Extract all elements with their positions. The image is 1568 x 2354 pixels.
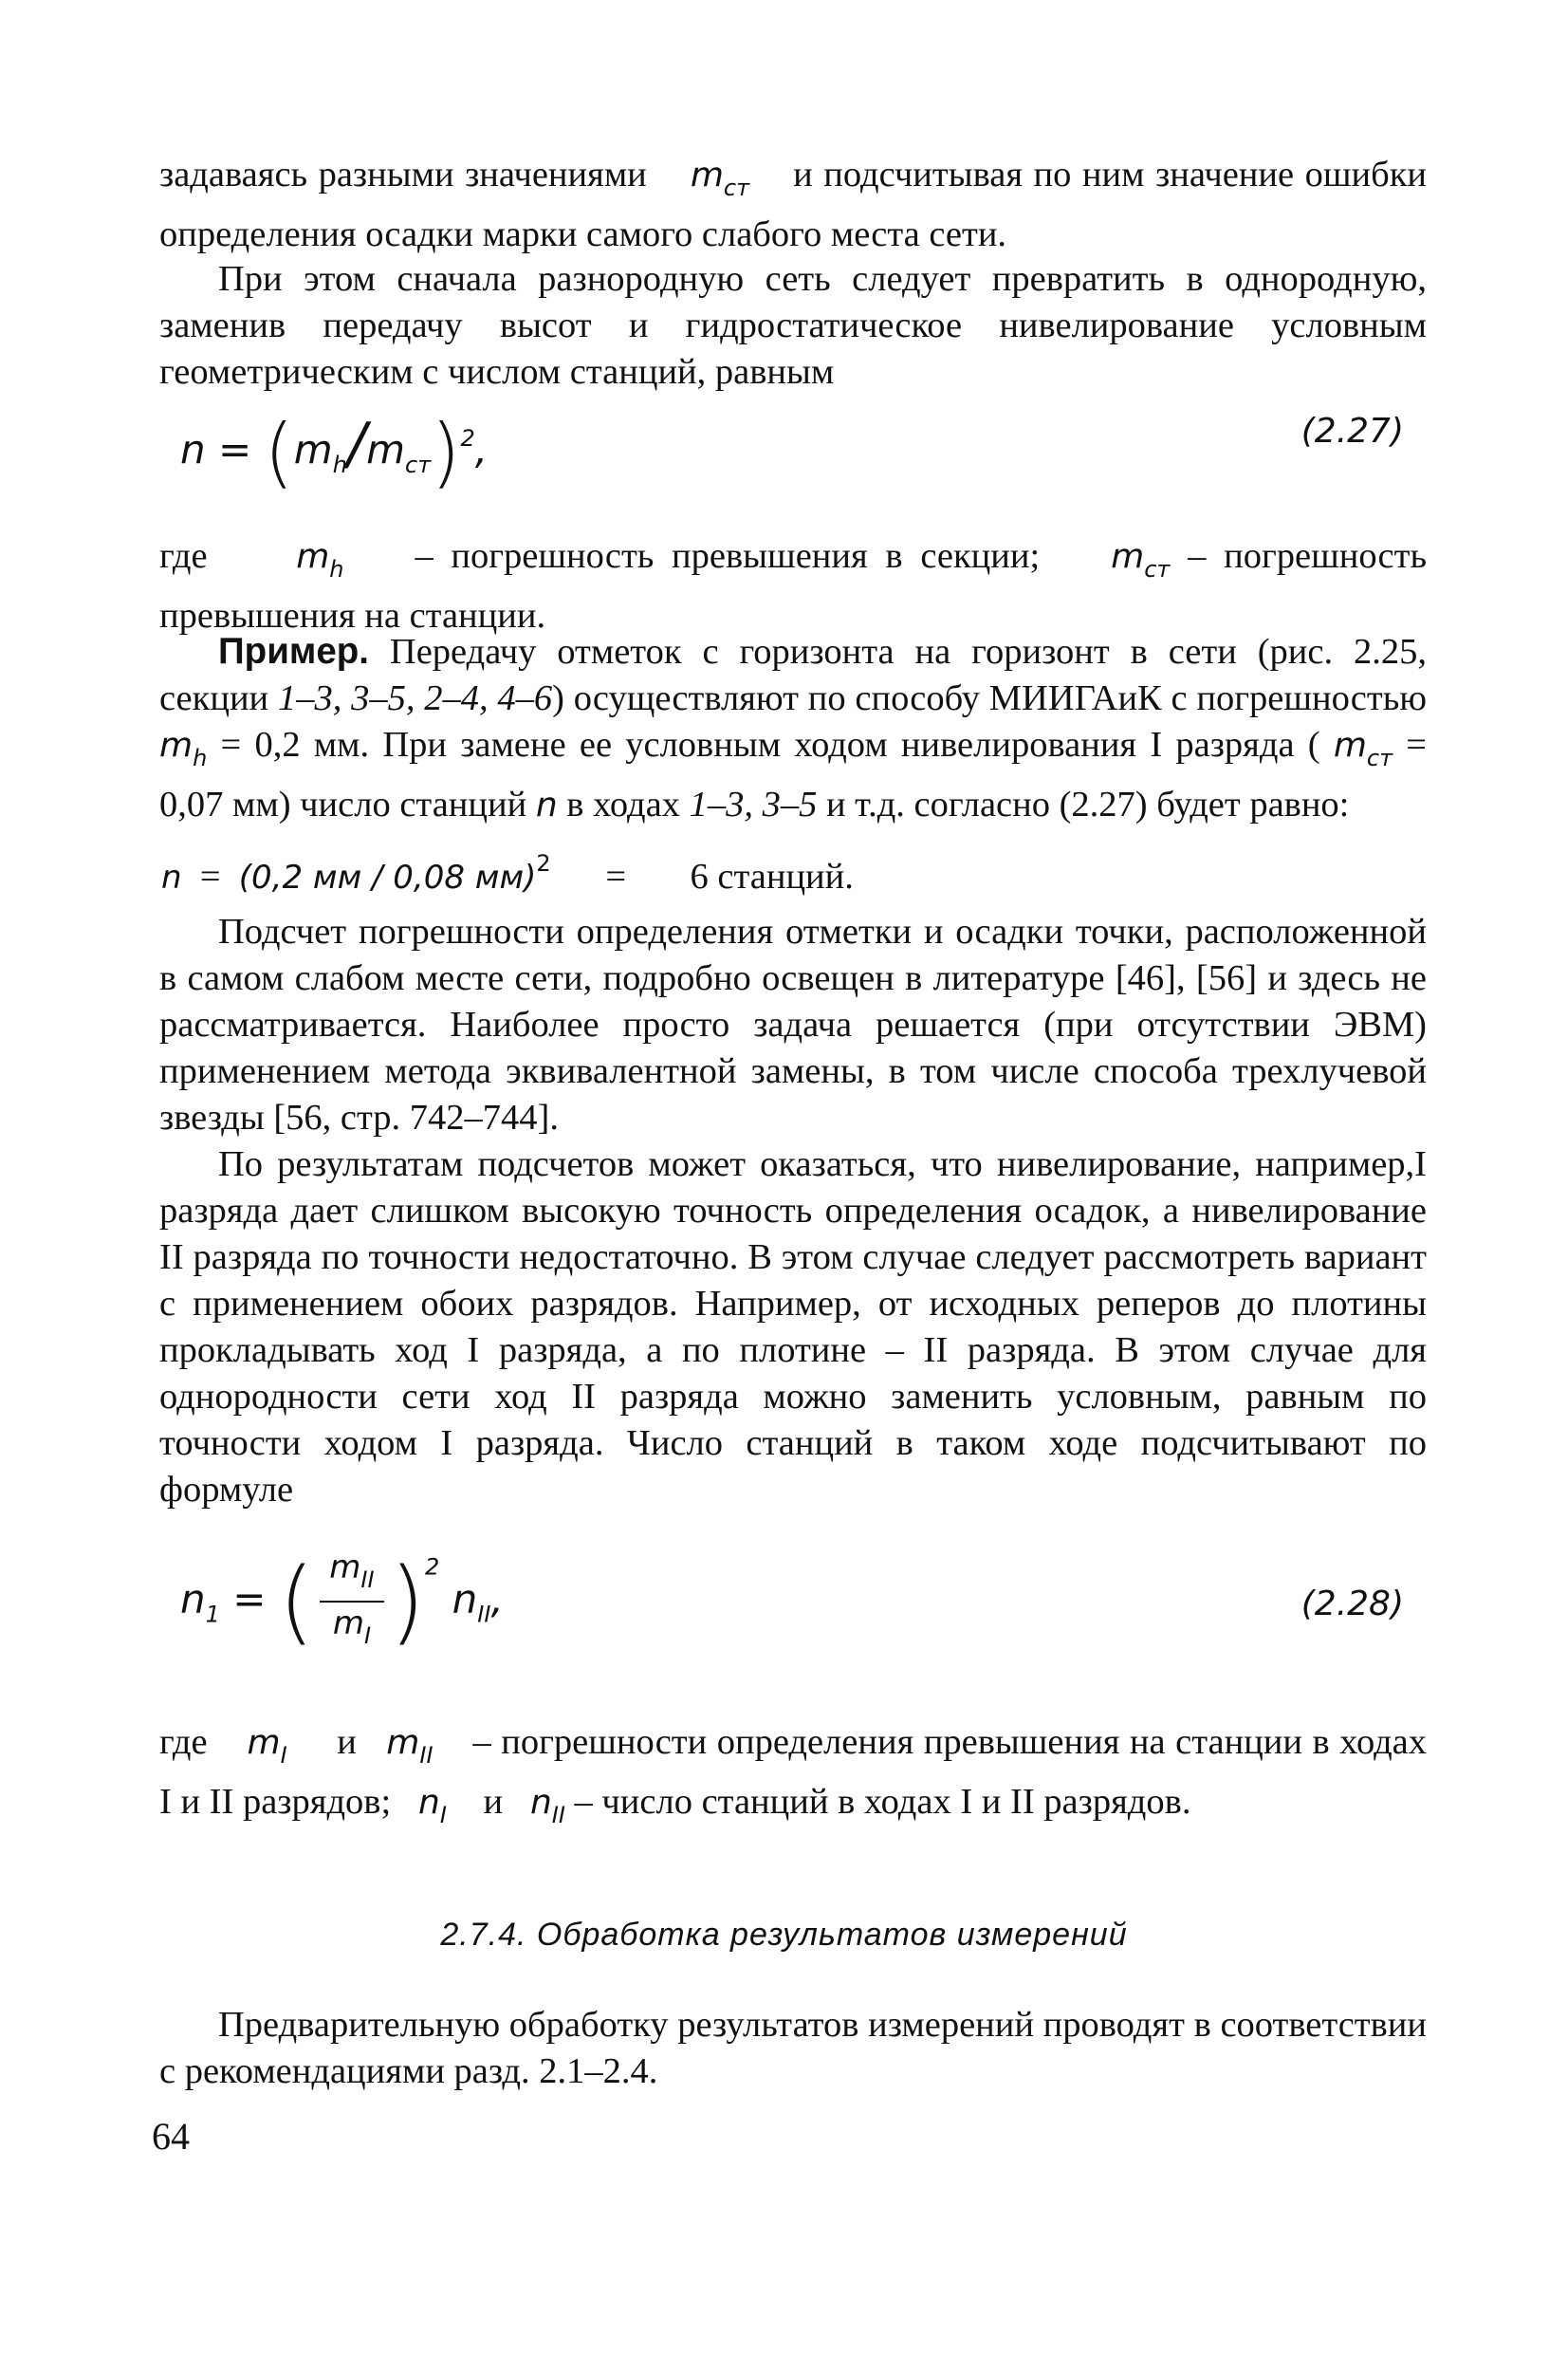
- moves-list: 1–3, 3–5: [689, 785, 818, 825]
- subscript-h: h: [332, 452, 347, 478]
- symbol-m: m: [366, 426, 406, 473]
- text: где: [159, 536, 208, 576]
- comma: ,: [490, 1575, 504, 1622]
- symbol-n: n: [180, 426, 206, 473]
- fraction: [320, 1547, 383, 1657]
- subscript-st: ст: [1366, 745, 1393, 771]
- subscript: I: [439, 1802, 447, 1828]
- text: в ходах: [566, 785, 680, 825]
- symbol-n: n: [161, 859, 182, 897]
- exponent: 2: [460, 425, 475, 452]
- example-calculation: [161, 850, 854, 898]
- formula-2-27: [180, 399, 1404, 512]
- subscript-h: h: [329, 556, 344, 583]
- symbol-n: n: [529, 1783, 552, 1822]
- calc-result: 6 станций.: [690, 857, 854, 897]
- example-label: Пример.: [218, 631, 369, 672]
- left-paren: (: [278, 1548, 315, 1655]
- symbol-subscript: ст: [723, 175, 750, 201]
- paragraph-weakest-point: Подсчет погрешности определения отметки и осадки точки, расположенной в самом слабом месте сети, подробно освещен в литературе [46], [56] и здесь не рассматривается. Наиболее просто задача решается (при отсутствии ЭВМ) применением метода эквивалентной замены, в том числе способа трехлучевой звезды [56, стр. 742–744].: [159, 912, 1427, 1138]
- symbol-m: m: [329, 1548, 361, 1586]
- symbol-m: m: [332, 1604, 364, 1642]
- subscript: II: [477, 1601, 491, 1628]
- symbol-m: m: [690, 156, 724, 195]
- sections-list: 1–3, 3–5, 2–4, 4–6: [277, 678, 553, 718]
- subscript: I: [280, 1742, 287, 1769]
- text: где: [159, 1722, 208, 1762]
- subscript-st: ст: [405, 452, 432, 478]
- subscript-st: ст: [1144, 556, 1171, 583]
- paragraph-results: По результатам подсчетов может оказаться, что нивелирование, например,I разряда дает слишком высокую точность определения осадок, а нивелирование II разряда по точности недостаточно. В этом случае следует рассмотреть вариант с применением обоих разрядов. Например, от исходных реперов до плотины прокладывать ход I разряда, а по плотине – II разряда. В этом случае для однородности сети ход II разряда можно заменить условным, равным по точности ходом I разряда. Число станций в таком ходе подсчитывают по формуле: [159, 1144, 1427, 1510]
- symbol-m: m: [1111, 537, 1145, 576]
- equation-number: (2.28): [1301, 1585, 1404, 1623]
- paragraph-processing: Предварительную обработку результатов измерений проводят в соответствии с рекомендациями разд. 2.1–2.4.: [159, 2005, 1427, 2091]
- symbol-n: n: [418, 1783, 440, 1822]
- subscript-h: h: [193, 745, 208, 771]
- section-heading: 2.7.4. Обработка результатов измерений: [440, 1917, 1128, 1953]
- paragraph-where-1: [159, 533, 1427, 639]
- calc-expression: (0,2 мм / 0,08 мм): [238, 859, 537, 897]
- symbol-m: m: [159, 726, 194, 765]
- symbol-n: n: [452, 1575, 478, 1622]
- text: и: [337, 1722, 357, 1762]
- text: – погрешность превышения в секции;: [415, 536, 1041, 576]
- formula-expression: [180, 408, 488, 496]
- text: и: [483, 1782, 504, 1822]
- symbol-m: m: [296, 537, 330, 576]
- subscript: II: [551, 1802, 565, 1828]
- subscript: II: [360, 1566, 375, 1593]
- right-paren: ): [389, 1548, 426, 1655]
- slash: /: [346, 411, 367, 477]
- equals-sign: =: [217, 426, 252, 473]
- symbol-n: n: [535, 786, 558, 825]
- text: – число станций в ходах I и II разрядов.: [574, 1782, 1191, 1822]
- text: задаваясь разными значениями: [159, 155, 647, 195]
- equation-number: (2.27): [1301, 412, 1404, 451]
- left-paren: (: [264, 408, 294, 496]
- subscript: II: [419, 1742, 434, 1769]
- text: Передачу отметок с горизонта на горизонт в сети (рис. 2.25, секции: [159, 632, 1428, 718]
- formula-expression: [180, 1547, 504, 1657]
- paragraph-where-2: [159, 1719, 1427, 1839]
- right-paren: ): [431, 408, 461, 496]
- paragraph-network: При этом сначала разнородную сеть следует превратить в однородную, заменив передачу высот и гидростатическое нивелирование условным геометрическим с числом станций, равным: [159, 259, 1427, 392]
- equals-sign: =: [199, 857, 221, 897]
- formula-2-28: [180, 1547, 1404, 1689]
- symbol-n: n: [180, 1575, 206, 1622]
- symbol-m: m: [293, 426, 333, 473]
- text: и подсчитывая по ним значение ошибки определения осадки марки самого слабого места сети.: [159, 155, 1428, 254]
- equals-sign: =: [605, 857, 627, 897]
- denominator: [320, 1603, 383, 1657]
- text: и т.д. согласно (2.27) будет равно:: [825, 785, 1350, 825]
- symbol-m: m: [386, 1723, 420, 1762]
- exponent: 2: [425, 1553, 440, 1581]
- text: – погрешность превышения на станции.: [159, 536, 1428, 636]
- subscript: 1: [205, 1601, 220, 1628]
- exponent: 2: [536, 850, 551, 877]
- numerator: [320, 1547, 383, 1603]
- equals-sign: =: [232, 1575, 267, 1622]
- page-number: 64: [152, 2115, 190, 2158]
- text: = 0,2 мм. При замене ее условным ходом нивелирования I разряда (: [220, 725, 1320, 765]
- symbol-m: m: [1333, 726, 1367, 765]
- symbol-m: m: [247, 1723, 281, 1762]
- paragraph-intro: [159, 152, 1427, 258]
- text: осуществляют по способу МИИГАиК с погрешностью: [573, 678, 1428, 718]
- comma: ,: [474, 426, 489, 473]
- subscript: I: [363, 1622, 372, 1649]
- text: = 0,07 мм) число станций: [159, 725, 1428, 825]
- text: – погрешности определения превышения на станции в ходах I и II разрядов;: [159, 1722, 1428, 1822]
- paragraph-example: Пример. Передачу отметок с горизонта на горизонт в сети (рис. 2.25, секции 1–3, 3–5, 2–4, 4–6) осуществляют по способу МИИГАиК с погрешностью $m_h = 0,2$ мм. При замене ее условным ходом нивелирования I разряда ( $m_{ст} = 0,07$ мм) число станций n в ходах 1–3, 3–5 и т.д. согласно (2.27) будет равно:: [159, 631, 1428, 825]
